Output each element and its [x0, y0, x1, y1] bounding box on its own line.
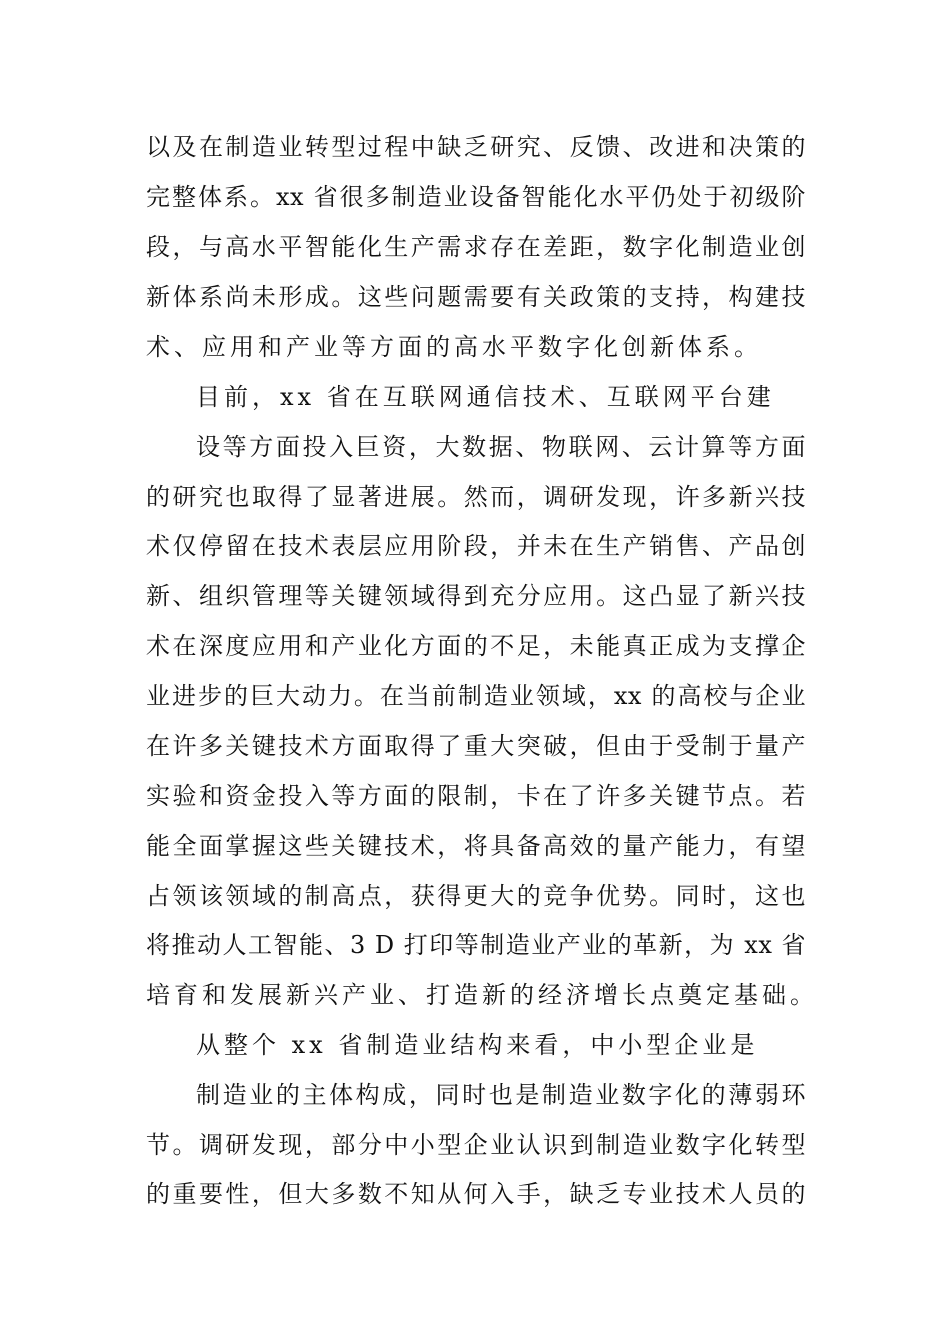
text-line: 占领该领域的制高点，获得更大的竞争优势。同时，这也: [146, 882, 806, 910]
text-line: 在许多关键技术方面取得了重大突破，但由于受制于量产: [146, 732, 806, 760]
text-line: 设等方面投入巨资，大数据、物联网、云计算等方面: [196, 433, 806, 461]
text-line: 术在深度应用和产业化方面的不足，未能真正成为支撑企: [146, 632, 806, 660]
text-line: 节。调研发现，部分中小型企业认识到制造业数字化转型: [146, 1131, 806, 1159]
text-line: 新体系尚未形成。这些问题需要有关政策的支持，构建技: [146, 283, 806, 311]
text-line: 术、应用和产业等方面的高水平数字化创新体系。: [146, 333, 762, 361]
text-line: 新、组织管理等关键领域得到充分应用。这凸显了新兴技: [146, 582, 806, 610]
text-line: 从整个 xx 省制造业结构来看，中小型企业是: [196, 1031, 759, 1059]
text-line: 术仅停留在技术表层应用阶段，并未在生产销售、产品创: [146, 532, 806, 560]
text-line: 能全面掌握这些关键技术，将具备高效的量产能力，有望: [146, 832, 806, 860]
text-line: 的研究也取得了显著进展。然而，调研发现，许多新兴技: [146, 483, 806, 511]
text-line: 段，与高水平智能化生产需求存在差距，数字化制造业创: [146, 233, 806, 261]
text-line: 将推动人工智能、3 D 打印等制造业产业的革新，为 xx 省: [146, 931, 806, 959]
text-line: 实验和资金投入等方面的限制，卡在了许多关键节点。若: [146, 782, 806, 810]
text-line: 的重要性，但大多数不知从何入手，缺乏专业技术人员的: [146, 1180, 806, 1208]
text-line: 制造业的主体构成，同时也是制造业数字化的薄弱环: [196, 1081, 806, 1109]
text-line: 培育和发展新兴产业、打造新的经济增长点奠定基础。: [146, 981, 818, 1009]
text-line: 完整体系。xx 省很多制造业设备智能化水平仍处于初级阶: [146, 183, 806, 211]
text-line: 业进步的巨大动力。在当前制造业领域，xx 的高校与企业: [146, 682, 806, 710]
text-line: 以及在制造业转型过程中缺乏研究、反馈、改进和决策的: [146, 133, 806, 161]
text-line: 目前，xx 省在互联网通信技术、互联网平台建: [196, 383, 775, 411]
